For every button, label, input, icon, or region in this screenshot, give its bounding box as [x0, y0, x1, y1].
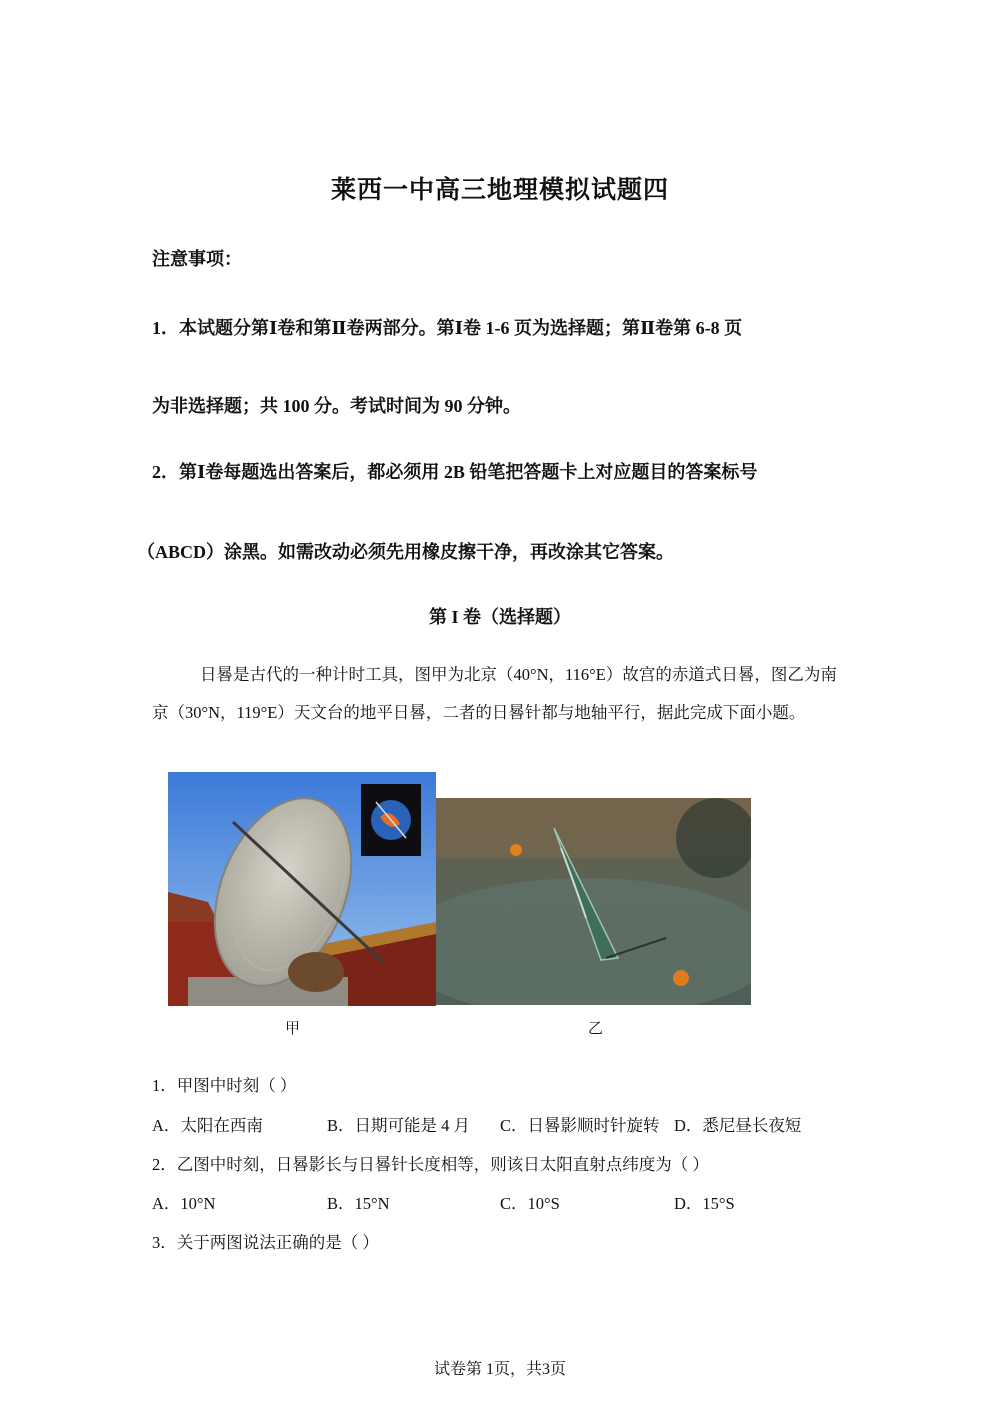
question-1-option-c: C．日晷影顺时针旋转	[500, 1116, 660, 1135]
question-1-stem: 1．甲图中时刻（ ）	[152, 1076, 297, 1095]
notice-item-2-line-1: 2．第Ⅰ卷每题选出答案后，都必须用 2B 铅笔把答题卡上对应题目的答案标号	[152, 462, 758, 482]
section-title: 第 I 卷（选择题）	[428, 607, 571, 627]
question-2-option-a: A．10°N	[152, 1194, 216, 1213]
question-2-option-b: B．15°N	[327, 1194, 390, 1213]
figure-a-equatorial-sundial	[168, 772, 436, 1006]
notice-item-1-line-2: 为非选择题；共 100 分。考试时间为 90 分钟。	[152, 396, 521, 416]
figure-a-caption: 甲	[285, 1021, 301, 1037]
question-1-option-b: B．日期可能是 4 月	[327, 1116, 471, 1135]
question-1-option-a: A．太阳在西南	[152, 1116, 263, 1135]
question-3-stem: 3．关于两图说法正确的是（ ）	[152, 1233, 379, 1252]
notice-item-2-line-2: （ABCD）涂黑。如需改动必须先用橡皮擦干净，再改涂其它答案。	[137, 542, 674, 562]
figure-b-caption: 乙	[588, 1021, 604, 1037]
question-1-option-d: D．悉尼昼长夜短	[674, 1116, 802, 1135]
notice-heading: 注意事项：	[152, 249, 242, 269]
page-title: 莱西一中高三地理模拟试题四	[330, 177, 669, 204]
passage	[152, 656, 852, 732]
question-2-option-c: C．10°S	[500, 1194, 560, 1213]
question-2-option-d: D．15°S	[674, 1194, 735, 1213]
notice-item-1-line-1: 1．本试题分第Ⅰ卷和第Ⅱ卷两部分。第Ⅰ卷 1-6 页为选择题；第Ⅱ卷第 6-8 页	[152, 318, 743, 338]
passage-text: 日晷是古代的一种计时工具，图甲为北京（40°N，116°E）故宫的赤道式日晷，图乙为南京（30°N，119°E）天文台的地平日晷，二者的日晷针都与地轴平行，据此完成下面小题。	[152, 665, 837, 722]
page-footer: 试卷第 1页，共3页	[433, 1361, 566, 1378]
figure-b-horizontal-sundial	[436, 798, 751, 1005]
question-2-stem: 2．乙图中时刻，日晷影长与日晷针长度相等，则该日太阳直射点纬度为（ ）	[152, 1155, 709, 1174]
